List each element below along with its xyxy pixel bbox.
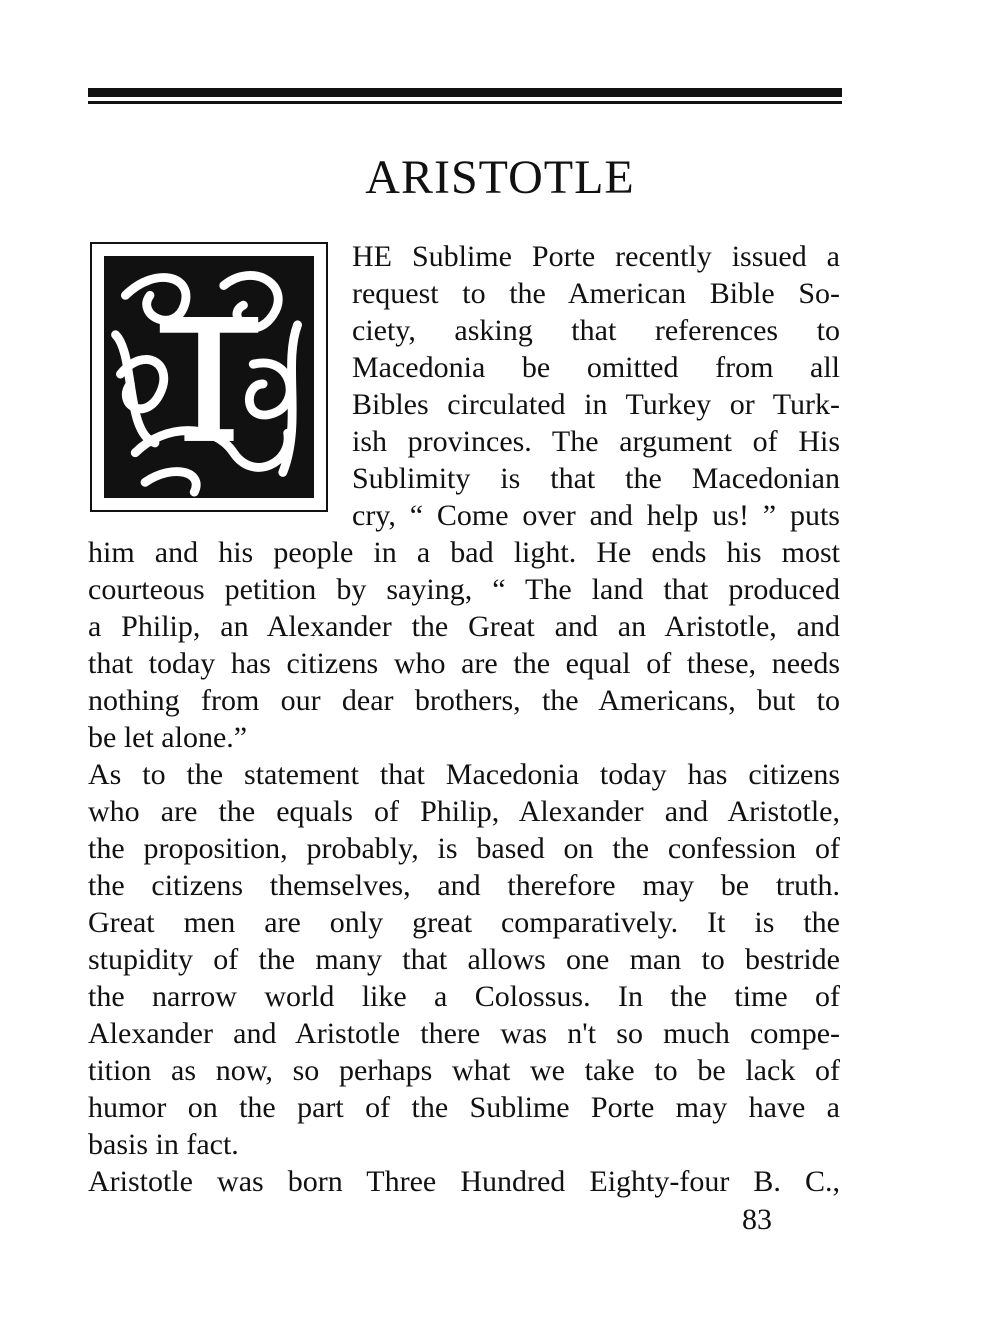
body-text-line: the proposition, probably, is based on the confession of [88,832,840,865]
body-text-line: courteous petition by saying, “ The land that produced [88,573,840,606]
body-text-line: Sublimity is that the Macedonian [352,462,840,495]
body-text-line: the narrow world like a Colossus. In the time of [88,980,840,1013]
vine-ornament-icon [104,256,314,498]
header-rule-thin [88,101,842,104]
body-text-line: nothing from our dear brothers, the Americans, but to [88,684,840,717]
body-text-line: HE Sublime Porte recently issued a [352,240,840,273]
body-text-line: tition as now, so perhaps what we take to be lack of [88,1054,840,1087]
body-text-line: Macedonia be omitted from all [352,351,840,384]
body-text-line: basis in fact. [88,1128,239,1161]
body-text-line: request to the American Bible So- [352,277,840,310]
chapter-title: ARISTOTLE [365,151,635,204]
body-text-line: Great men are only great comparatively. It is the [88,906,840,939]
body-text-line: that today has citizens who are the equal of these, needs [88,647,840,680]
body-text-line: stupidity of the many that allows one man to bestride [88,943,840,976]
body-text-line: cry, “ Come over and help us! ” puts [352,499,840,532]
body-text-line: Bibles circulated in Turkey or Turk- [352,388,840,421]
page-number: 83 [742,1203,772,1236]
body-text-line: him and his people in a bad light. He ends his most [88,536,840,569]
body-text-line: Alexander and Aristotle there was n't so much compe- [88,1017,840,1050]
ornamental-drop-cap [90,242,328,512]
body-text-line: ish provinces. The argument of His [352,425,840,458]
body-text-line: ciety, asking that references to [352,314,840,347]
body-text-line: a Philip, an Alexander the Great and an Aristotle, and [88,610,840,643]
body-text-line: humor on the part of the Sublime Porte may have a [88,1091,840,1124]
body-text-line: Aristotle was born Three Hundred Eighty-four B. C., [88,1165,840,1198]
body-text-line: who are the equals of Philip, Alexander and Aristotle, [88,795,840,828]
header-rule-thick [88,88,842,97]
body-text-line: As to the statement that Macedonia today has citizens [88,758,840,791]
body-text-line: the citizens themselves, and therefore may be truth. [88,869,840,902]
body-text-line: be let alone.” [88,721,248,754]
